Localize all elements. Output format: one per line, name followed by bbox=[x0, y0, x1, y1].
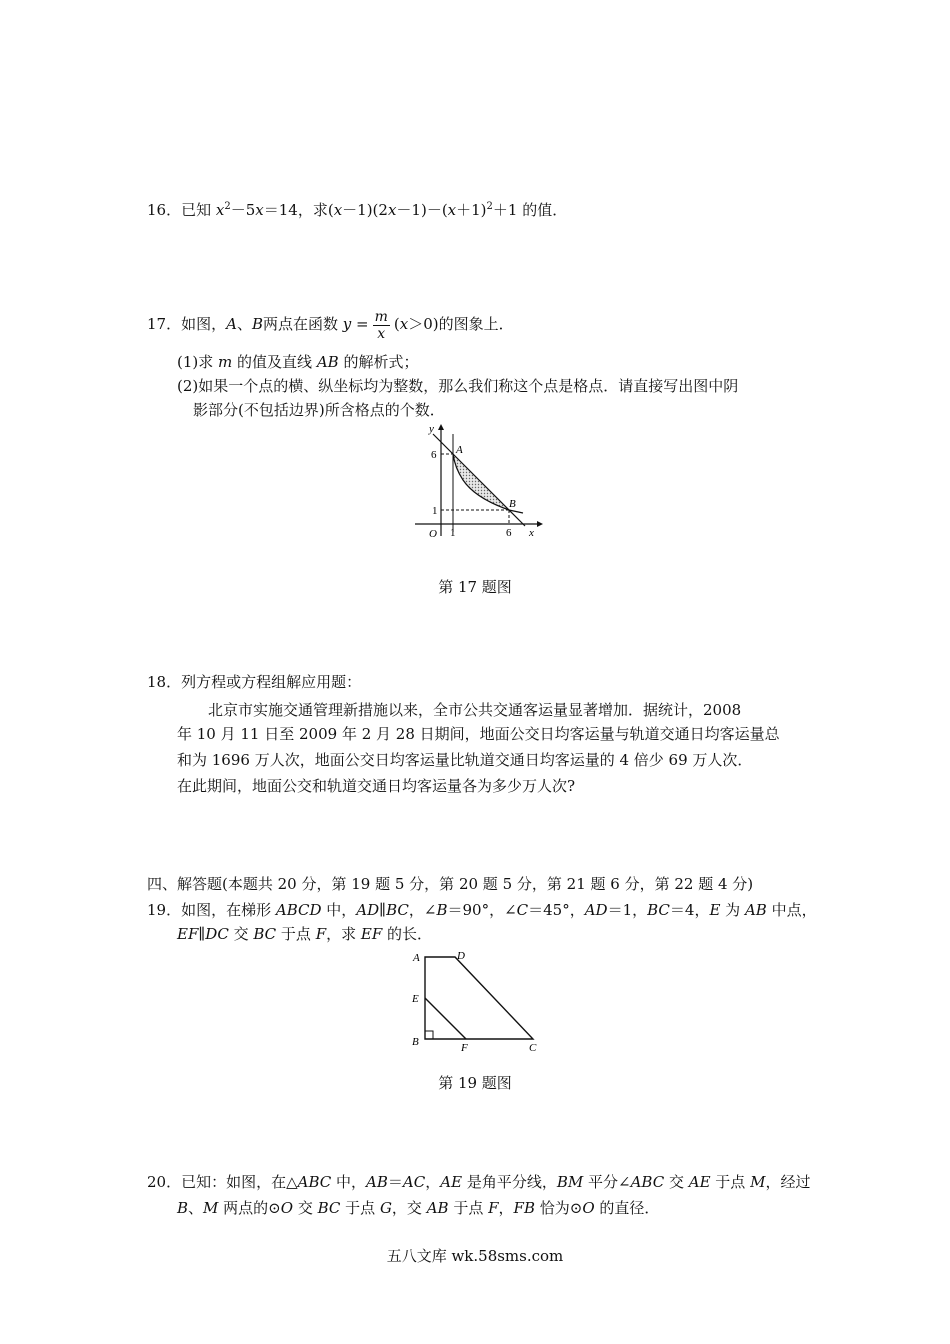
tick-label-6y: 6 bbox=[431, 449, 437, 461]
question-18-line-4: 在此期间，地面公交和轨道交通日均客运量各为多少万人次? bbox=[177, 777, 576, 795]
line-ab bbox=[433, 434, 525, 526]
label-point-b: B bbox=[509, 498, 516, 510]
question-number: 17． bbox=[147, 315, 182, 333]
figure-17-caption: 第 17 题图 bbox=[438, 578, 512, 596]
x-axis-arrow-icon bbox=[537, 521, 543, 527]
question-18-line-2: 年 10 月 11 日至 2009 年 2 月 28 日期间，地面公交日均客运量与轨道交通日均客运量总 bbox=[177, 725, 780, 743]
question-19-line-2: EF∥DC 交 BC 于点 F，求 EF 的长． bbox=[177, 925, 433, 943]
label-point-d: D bbox=[457, 950, 465, 962]
question-16: 16．已知 $x^2-5x=14$，求$(x-1)(2x-1)-(x+1)^2+1$ 的值． bbox=[147, 201, 568, 219]
figure-19-caption: 第 19 题图 bbox=[438, 1074, 512, 1092]
question-17-stem: 17．如图，A、B两点在函数 y = $\frac{m}{x}$ (x＞0)的图象上． bbox=[147, 308, 514, 342]
page-footer: 五八文库 wk.58sms.com bbox=[386, 1247, 564, 1265]
question-18-line-1: 北京市实施交通管理新措施以来，全市公共交通客运量显著增加．据统计，2008 bbox=[208, 701, 742, 719]
question-20-line-2: B、M 两点的⊙O 交 BC 于点 G，交 AB 于点 F，FB 恰为⊙O 的直径． bbox=[177, 1199, 660, 1217]
tick-label-1x: 1 bbox=[450, 527, 456, 539]
question-17-part-2-line-1: (2)如果一个点的横、纵坐标均为整数，那么我们称这个点是格点．请直接写出图中阴 bbox=[177, 377, 739, 395]
figure-19-trapezoid bbox=[405, 944, 550, 1054]
label-point-e: E bbox=[412, 993, 419, 1005]
y-axis-arrow-icon bbox=[438, 424, 444, 430]
label-point-a: A bbox=[456, 444, 463, 456]
label-y: y bbox=[429, 423, 434, 435]
section-4-heading: 四、解答题(本题共 20 分，第 19 题 5 分，第 20 题 5 分，第 21 题 6 分，第 22 题 4 分) bbox=[147, 875, 754, 893]
label-point-b: B bbox=[412, 1036, 419, 1048]
label-point-a: A bbox=[413, 952, 420, 964]
label-point-c: C bbox=[529, 1042, 537, 1054]
trapezoid-abcd bbox=[425, 957, 533, 1039]
fraction-m-over-x: $\frac{m}{x}$ bbox=[374, 308, 388, 342]
right-angle-marker bbox=[425, 1031, 433, 1039]
question-number: 16． bbox=[147, 201, 182, 219]
label-origin: O bbox=[429, 528, 437, 540]
figure-17-graph bbox=[405, 420, 545, 542]
question-number: 18． bbox=[147, 673, 182, 691]
question-19-line-1: 19．如图，在梯形 ABCD 中，AD∥BC，∠B＝90°，∠C＝45°，AD＝1，BC＝4，E 为 AB 中点， bbox=[147, 901, 817, 919]
question-number: 19． bbox=[147, 901, 182, 919]
question-number: 20． bbox=[147, 1173, 182, 1191]
label-x: x bbox=[529, 527, 534, 539]
segment-ef bbox=[425, 998, 466, 1039]
tick-label-6x: 6 bbox=[506, 527, 512, 539]
question-20-line-1: 20．已知：如图，在△ABC 中，AB＝AC，AE 是角平分线，BM 平分∠ABC 交 AE 于点 M，经过 bbox=[147, 1173, 811, 1191]
question-17-part-1: (1)求 m 的值及直线 AB 的解析式； bbox=[177, 353, 419, 371]
question-18-line-3: 和为 1696 万人次，地面公交日均客运量比轨道交通日均客运量的 4 倍少 69 万人次． bbox=[177, 751, 753, 769]
label-point-f: F bbox=[461, 1042, 468, 1054]
question-17-part-2-line-2: 影部分(不包括边界)所含格点的个数． bbox=[193, 401, 445, 419]
tick-label-1y: 1 bbox=[432, 505, 438, 517]
question-18-title: 18．列方程或方程组解应用题： bbox=[147, 673, 362, 691]
